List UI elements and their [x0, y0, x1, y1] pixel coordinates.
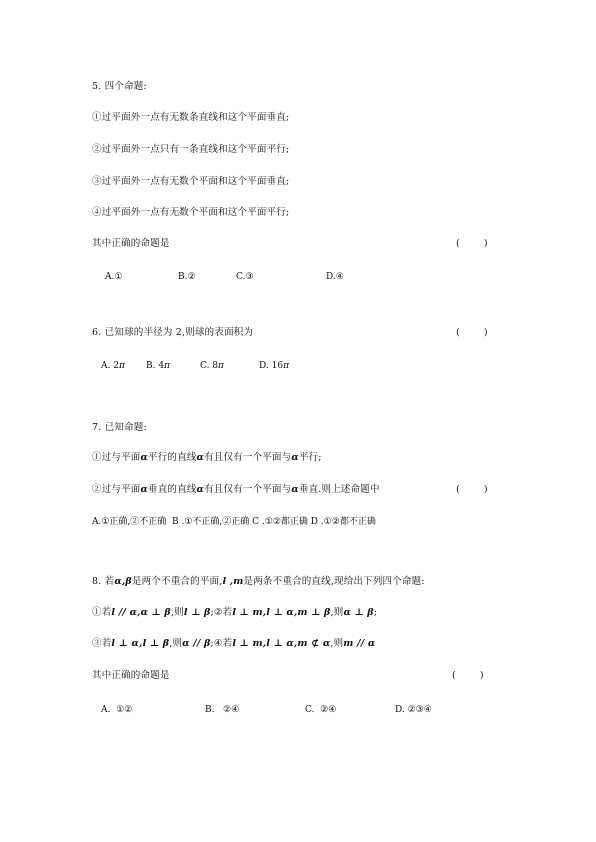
q5-question: 其中正确的命题是: [92, 238, 170, 249]
q7-options: A.①正确,②不正确 B .①不正确,②正确 C .①②都正确 D .①②都不正确: [92, 517, 376, 527]
q8-question: 其中正确的命题是: [92, 670, 170, 681]
q8-option-d: D. ②③④: [395, 705, 432, 715]
q5-option-b: B.②: [178, 272, 196, 282]
q5-statement-3: ③过平面外一点有无数个平面和这个平面垂直;: [92, 176, 290, 187]
q7-statement-2: ②过与平面α垂直的直线α有且仅有一个平面与α垂直.则上述命题中: [92, 484, 380, 495]
q7-title: 7. 已知命题:: [92, 422, 147, 433]
q5-title: 5. 四个命题:: [92, 81, 147, 92]
q8-option-a: A. ①②: [101, 705, 133, 715]
q8-option-b: B. ②④: [205, 705, 240, 715]
q6-answer-blank: ( ): [456, 327, 488, 338]
q8-stem: 8. 若α,β是两个不重合的平面,l ,m是两条不重合的直线,现给出下列四个命题:: [92, 576, 425, 587]
q8-propositions-3-4: ③若l ⊥ α,l ⊥ β,则α // β;④若l ⊥ m,l ⊥ α,m ⊄ α,则m // α: [92, 638, 376, 649]
q7-statement-1: ①过与平面α平行的直线α有且仅有一个平面与α平行;: [92, 452, 322, 463]
q8-answer-blank: ( ): [452, 670, 484, 681]
q6-stem: 6. 已知球的半径为 2,则球的表面积为: [92, 327, 254, 338]
q8-propositions-1-2: ①若l // α,α ⊥ β,则l ⊥ β;②若l ⊥ m,l ⊥ α,m ⊥ β,则α ⊥ β;: [92, 607, 378, 618]
q5-option-a: A.①: [105, 272, 123, 282]
q5-option-c: C.③: [236, 272, 254, 282]
q5-statement-1: ①过平面外一点有无数条直线和这个平面垂直;: [92, 112, 290, 123]
q6-option-c: C. 8π: [200, 361, 224, 371]
q8-option-c: C. ②④: [305, 705, 337, 715]
q5-option-d: D.④: [326, 272, 344, 282]
q5-statement-2: ②过平面外一点只有一条直线和这个平面平行;: [92, 144, 290, 155]
q6-option-b: B. 4π: [146, 361, 170, 371]
q6-option-a: A. 2π: [101, 361, 125, 371]
q5-answer-blank: ( ): [456, 238, 488, 249]
q5-statement-4: ④过平面外一点有无数个平面和这个平面平行;: [92, 207, 290, 218]
q7-answer-blank: ( ): [456, 484, 488, 495]
q6-option-d: D. 16π: [259, 361, 289, 371]
